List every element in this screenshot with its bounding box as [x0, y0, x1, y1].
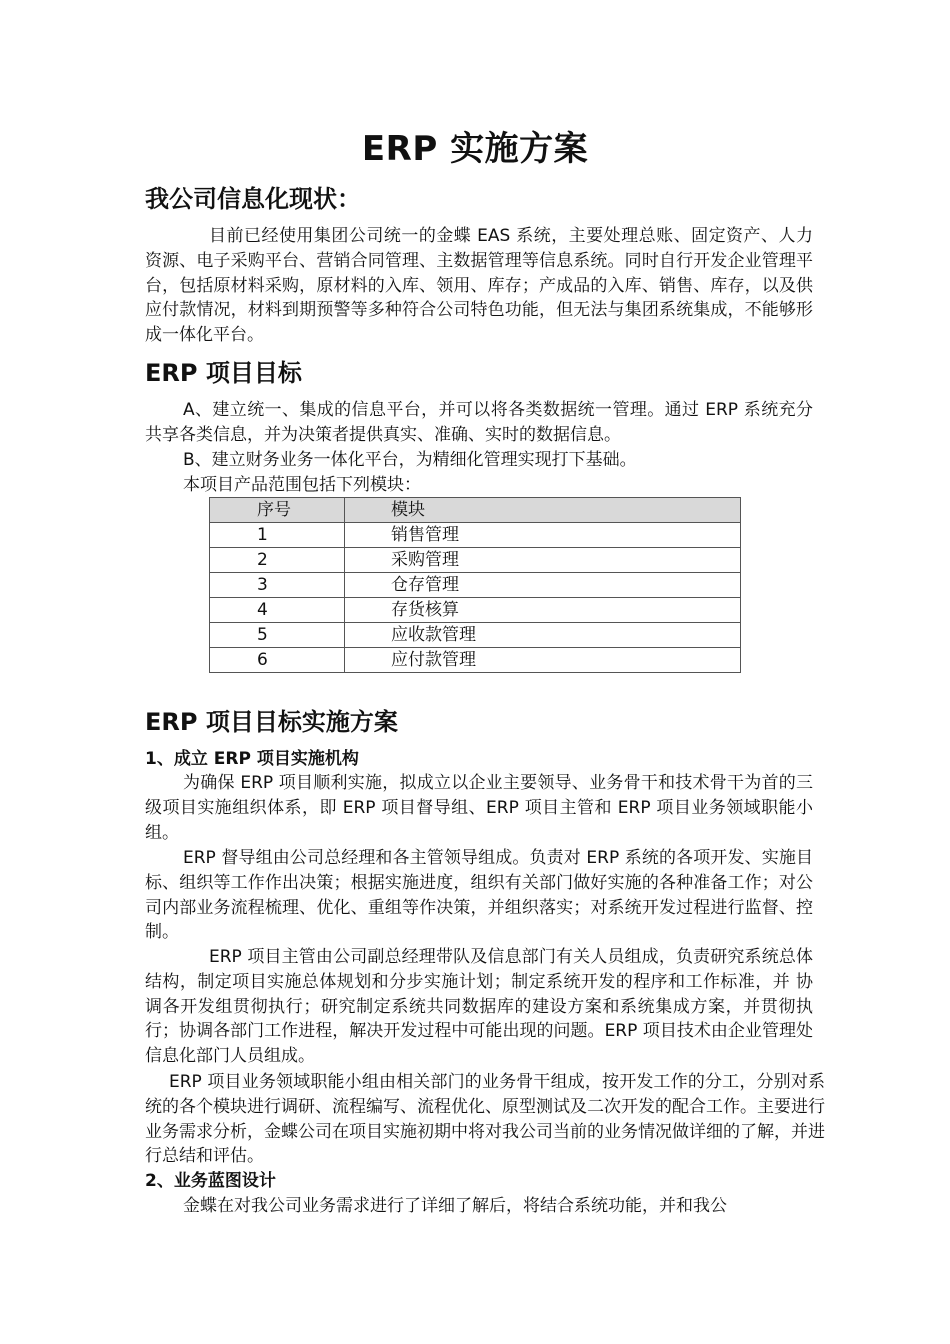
table-header-row — [210, 498, 741, 523]
table-cell-index: 6 — [210, 648, 345, 673]
table-cell-module: 采购管理 — [345, 548, 741, 573]
table-row — [210, 648, 741, 673]
blueprint-paragraph-1: 金蝶在对我公司业务需求进行了详细了解后，将结合系统功能，并和我公 — [183, 1196, 727, 1216]
subsection-heading-organization: 1、成立 ERP 项目实施机构 — [145, 749, 359, 769]
organization-paragraph-2: ERP 督导组由公司总经理和各主管领导组成。负责对 ERP 系统的各项开发、实施目标、组织等工作作出决策；根据实施进度，组织有关部门做好实施的各种准备工作；对公司内部业务流程梳理、优化、重组等作决策，并组织落实；对系统开发过程进行监督、控制。 — [145, 848, 813, 943]
table-row — [210, 573, 741, 598]
section-heading-plan: ERP 项目目标实施方案 — [145, 708, 398, 736]
subsection-heading-blueprint: 2、业务蓝图设计 — [145, 1171, 276, 1191]
table-row — [210, 523, 741, 548]
module-table — [209, 497, 741, 673]
status-paragraph: 目前已经使用集团公司统一的金蝶 EAS 系统，主要处理总账、固定资产、人力资源、电子采购平台、营销合同管理、主数据管理等信息系统。同时自行开发企业管理平台，包括原材料采购，原材料的入库、领用、库存；产成品的入库、销售、库存，以及供应付款情况，材料到期预警等多种符合公司特色功能，但无法与集团系统集成，不能够形成一体化平台。 — [145, 226, 813, 346]
organization-paragraph-4: ERP 项目业务领域职能小组由相关部门的业务骨干组成，按开发工作的分工，分别对系统的各个模块进行调研、流程编写、流程优化、原型测试及二次开发的配合工作。主要进行业务需求分析，金蝶公司在项目实施初期中将对我公司当前的业务情况做详细的了解，并进行总结和评估。 — [145, 1072, 825, 1167]
table-header-module: 模块 — [345, 498, 741, 523]
table-cell-index: 2 — [210, 548, 345, 573]
table-row — [210, 598, 741, 623]
goal-paragraph-b: B、建立财务业务一体化平台，为精细化管理实现打下基础。 — [183, 450, 637, 470]
table-row — [210, 548, 741, 573]
document-title: ERP 实施方案 — [361, 129, 589, 169]
section-heading-goal: ERP 项目目标 — [145, 359, 302, 387]
table-cell-index: 3 — [210, 573, 345, 598]
table-cell-index: 4 — [210, 598, 345, 623]
table-cell-module: 应收款管理 — [345, 623, 741, 648]
organization-paragraph-3: ERP 项目主管由公司副总经理带队及信息部门有关人员组成，负责研究系统总体结构，制定项目实施总体规划和分步实施计划；制定系统开发的程序和工作标准，并 协调各开发组贯彻执行；研究制定系统共同数据库的建设方案和系统集成方案，并贯彻执行；协调各部门工作进程，解决开发过程中可能出现的问题。ERP 项目技术由企业管理处信息化部门人员组成。 — [145, 947, 813, 1067]
organization-paragraph-1: 为确保 ERP 项目顺利实施，拟成立以企业主要领导、业务骨干和技术骨干为首的三级项目实施组织体系，即 ERP 项目督导组、ERP 项目主管和 ERP 项目业务领域职能小组。 — [145, 773, 813, 843]
table-header-index: 序号 — [210, 498, 345, 523]
table-cell-index: 1 — [210, 523, 345, 548]
table-cell-module: 仓存管理 — [345, 573, 741, 598]
table-cell-module: 销售管理 — [345, 523, 741, 548]
table-cell-module: 应付款管理 — [345, 648, 741, 673]
table-row — [210, 623, 741, 648]
scope-intro: 本项目产品范围包括下列模块： — [183, 475, 421, 495]
table-cell-module: 存货核算 — [345, 598, 741, 623]
table-cell-index: 5 — [210, 623, 345, 648]
section-heading-status: 我公司信息化现状： — [145, 185, 361, 213]
goal-paragraph-a: A、建立统一、集成的信息平台，并可以将各类数据统一管理。通过 ERP 系统充分共享各类信息，并为决策者提供真实、准确、实时的数据信息。 — [145, 400, 813, 445]
